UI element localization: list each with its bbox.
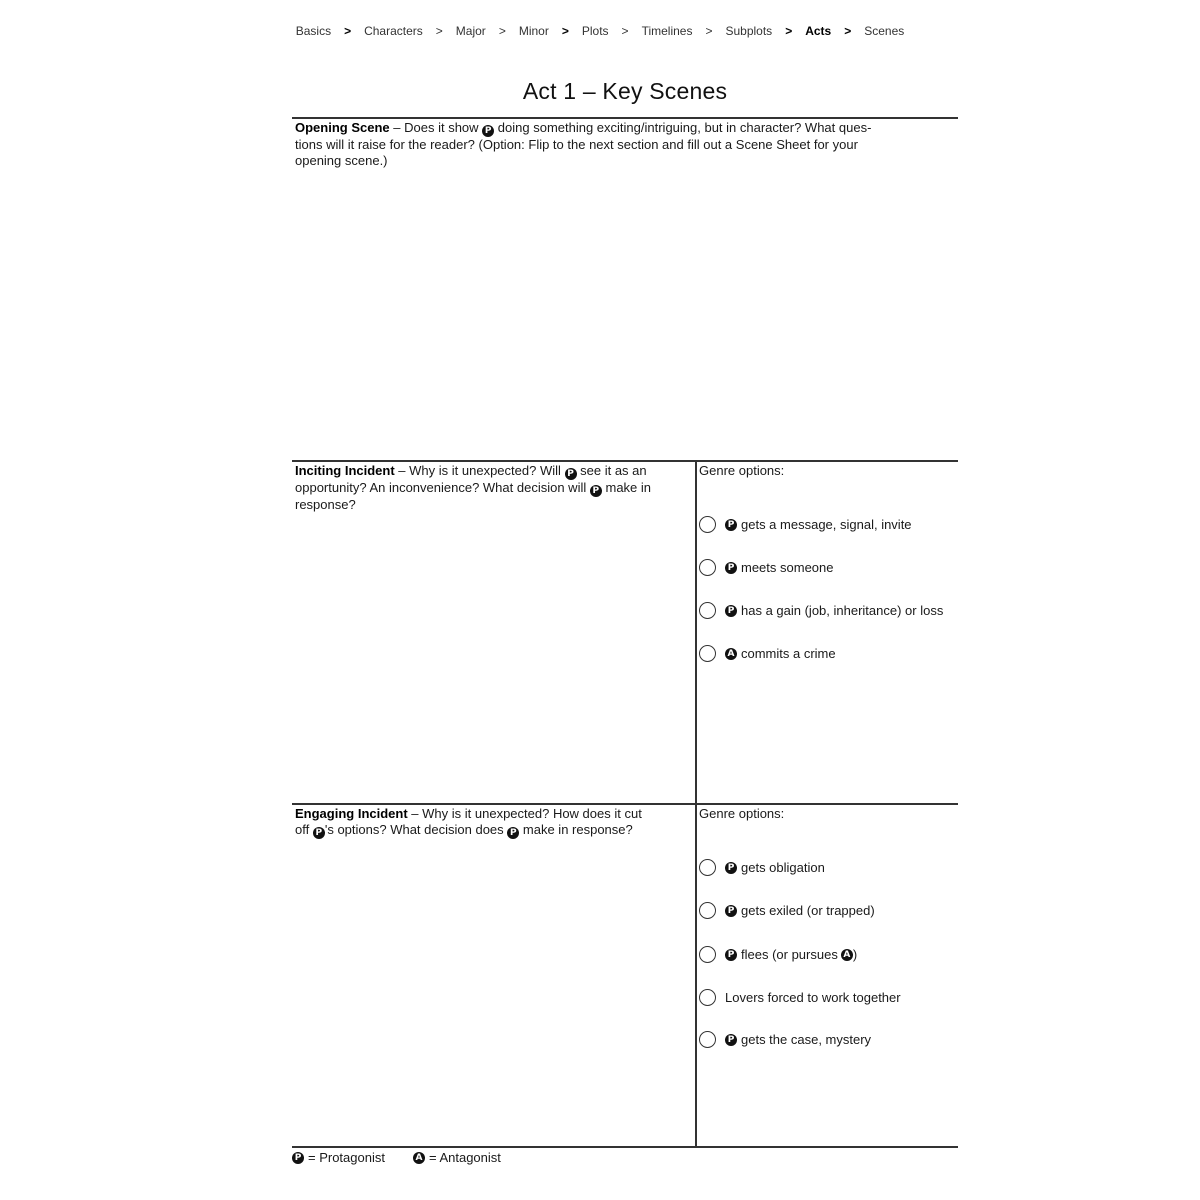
legend-label: = Antagonist [428,1150,501,1165]
title-divider [292,117,958,119]
prompt-text: opening scene.) [295,152,388,168]
option-label: meets someone [741,560,834,575]
protagonist-icon: P [313,827,325,839]
protagonist-icon: P [725,862,737,874]
radio-button[interactable] [699,516,716,533]
protagonist-icon: P [725,905,737,917]
breadcrumb [0,24,1200,38]
breadcrumb-acts[interactable]: Acts [805,24,832,38]
engaging-incident-prompt [295,806,693,839]
genre-option[interactable] [699,859,825,876]
inciting-incident-prompt [295,463,693,513]
option-label: commits a crime [741,646,836,661]
antagonist-icon: A [413,1152,425,1164]
option-label: gets obligation [741,860,825,875]
protagonist-icon: P [725,949,737,961]
prompt-text: see it as an [580,463,647,478]
genre-option[interactable] [699,1031,871,1048]
genre-option[interactable] [699,602,943,619]
radio-button[interactable] [699,989,716,1006]
footer-divider [292,1146,958,1148]
protagonist-icon: P [725,605,737,617]
prompt-text: Does it show [404,120,479,135]
dash: – [398,463,406,478]
prompt-text: Why is it unexpected? How does it cut [422,806,642,821]
genre-option[interactable] [699,559,834,576]
dash: – [411,806,419,821]
breadcrumb-separator: > [435,24,443,38]
prompt-text: response? [295,497,356,512]
protagonist-icon: P [725,519,737,531]
breadcrumb-timelines[interactable]: Timelines [641,24,693,38]
option-label: Lovers forced to work together [725,990,901,1005]
breadcrumb-subplots[interactable]: Subplots [725,24,773,38]
protagonist-icon: P [482,125,494,137]
antagonist-icon: A [841,949,853,961]
protagonist-icon: P [725,1034,737,1046]
dash: – [393,120,401,135]
legend [292,1150,501,1165]
genre-option[interactable] [699,946,857,963]
engaging-incident-answer-area[interactable] [292,845,692,1142]
radio-button[interactable] [699,902,716,919]
legend-antagonist [413,1150,501,1165]
protagonist-icon: P [565,468,577,480]
opening-scene-prompt [295,120,955,168]
breadcrumb-major[interactable]: Major [455,24,486,38]
option-label: gets the case, mystery [741,1032,872,1047]
breadcrumb-separator: > [844,24,852,38]
option-label: gets exiled (or trapped) [741,903,875,918]
inciting-incident-answer-area[interactable] [292,515,692,799]
protagonist-icon: P [725,562,737,574]
prompt-text: opportunity? An inconvenience? What decision will [295,480,587,495]
protagonist-icon: P [292,1152,304,1164]
protagonist-icon: P [590,485,602,497]
genre-option[interactable] [699,902,875,919]
breadcrumb-plots[interactable]: Plots [581,24,609,38]
genre-options-heading: Genre options: [699,806,785,821]
page-title: Act 1 – Key Scenes [522,78,728,104]
inciting-incident-label: Inciting Incident [295,463,395,478]
column-divider [695,460,697,1147]
breadcrumb-separator: > [621,24,629,38]
prompt-text: make in response? [522,821,633,837]
breadcrumb-separator: > [785,24,793,38]
prompt-text: tions will it raise for the reader? (Option: Flip to the next section and fill out a Scene Sheet for your [295,137,858,152]
breadcrumb-scenes[interactable]: Scenes [864,24,905,38]
radio-button[interactable] [699,1031,716,1048]
radio-button[interactable] [699,859,716,876]
breadcrumb-separator: > [344,24,352,38]
radio-button[interactable] [699,602,716,619]
prompt-text: make in [605,480,652,495]
option-label-suffix: ) [852,947,858,962]
genre-option[interactable] [699,989,901,1006]
genre-option[interactable] [699,516,912,533]
option-label: flees (or pursues [741,947,838,962]
radio-button[interactable] [699,559,716,576]
opening-scene-label: Opening Scene [295,120,390,135]
breadcrumb-separator: > [561,24,569,38]
protagonist-icon: P [507,827,519,839]
option-label: has a gain (job, inheritance) or loss [741,603,944,618]
option-label: gets a message, signal, invite [741,517,912,532]
breadcrumb-separator: > [498,24,506,38]
breadcrumb-characters[interactable]: Characters [364,24,423,38]
section-divider-engaging [292,803,958,805]
prompt-text: Why is it unexpected? Will [409,463,561,478]
breadcrumb-separator: > [705,24,713,38]
breadcrumb-basics[interactable]: Basics [295,24,332,38]
breadcrumb-minor[interactable]: Minor [518,24,549,38]
genre-options-heading: Genre options: [699,463,785,478]
radio-button[interactable] [699,645,716,662]
legend-label: = Protagonist [308,1150,385,1165]
antagonist-icon: A [725,648,737,660]
legend-protagonist [292,1150,385,1165]
opening-scene-answer-area[interactable] [292,170,958,456]
radio-button[interactable] [699,946,716,963]
prompt-text: doing something exciting/intriguing, but in character? What ques- [497,120,872,135]
section-divider-inciting [292,460,958,462]
prompt-text: 's options? What decision does [324,821,504,837]
prompt-text: off [295,821,310,837]
genre-option[interactable] [699,645,836,662]
engaging-incident-label: Engaging Incident [295,806,408,821]
